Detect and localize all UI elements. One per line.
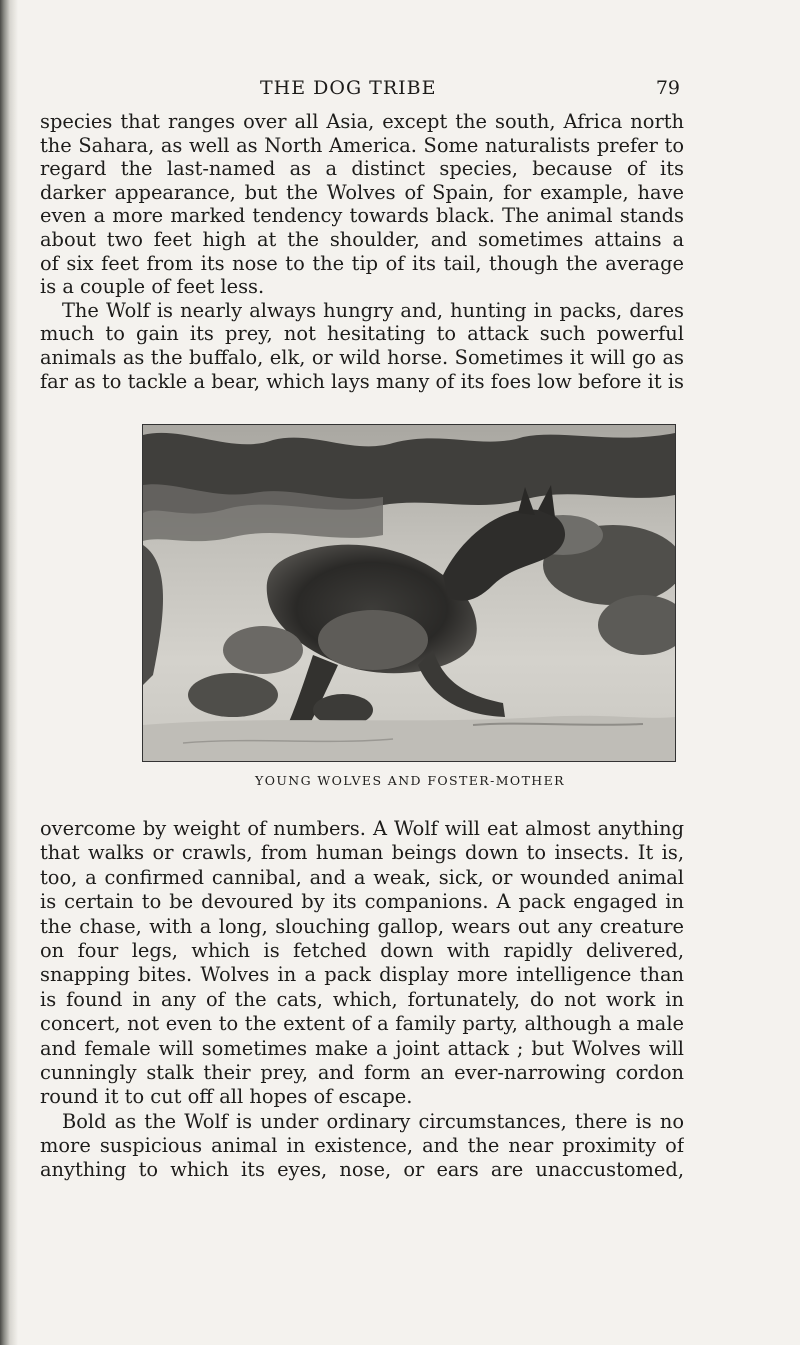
text-line: the chase, with a long, slouching gallop, wears out any creature <box>40 914 684 938</box>
text-line: the Sahara, as well as North America. Some naturalists prefer to <box>40 133 684 157</box>
text-line: and female will sometimes make a joint attack ; but Wolves will <box>40 1036 684 1060</box>
text-line: on four legs, which is fetched down with rapidly delivered, <box>40 938 684 962</box>
text-line: snapping bites. Wolves in a pack display more intelligence than <box>40 963 684 987</box>
text-line: cunningly stalk their prey, and form an ever-narrowing cordon <box>40 1060 684 1084</box>
text-line: animals as the buffalo, elk, or wild horse. Sometimes it will go as <box>40 345 684 369</box>
page-number: 79 <box>655 77 680 99</box>
text-line: is found in any of the cats, which, fortunately, do not work in <box>40 987 684 1011</box>
text-line: overcome by weight of numbers. A Wolf will eat almost anything <box>40 817 684 840</box>
text-line: about two feet high at the shoulder, and sometimes attains a <box>40 227 684 251</box>
text-line: of six feet from its nose to the tip of its tail, though the average <box>40 251 684 275</box>
running-title: THE DOG TRIBE <box>260 77 437 99</box>
paragraph-bottom <box>40 817 684 1183</box>
wolves-photo-illustration <box>143 425 675 761</box>
text-line: round it to cut off all hopes of escape. <box>40 1085 413 1109</box>
wolves-photograph <box>142 424 676 762</box>
text-line: Bold as the Wolf is under ordinary circumstances, there is no <box>62 1109 684 1133</box>
paragraph-top <box>40 110 684 393</box>
text-line: far as to tackle a bear, which lays many of its foes low before it is <box>40 369 684 393</box>
text-line: much to gain its prey, not hesitating to attack such powerful <box>40 322 684 346</box>
running-head <box>150 77 680 103</box>
text-line: concert, not even to the extent of a family party, although a male <box>40 1012 684 1036</box>
text-line: species that ranges over all Asia, except the south, Africa north <box>40 110 684 133</box>
text-line: is a couple of feet less. <box>40 275 265 299</box>
text-line: even a more marked tendency towards black. The animal stands <box>40 204 684 228</box>
text-line: darker appearance, but the Wolves of Spain, for example, have <box>40 180 684 204</box>
text-line: that walks or crawls, from human beings down to insects. It is, <box>40 841 684 865</box>
text-line: too, a confirmed cannibal, and a weak, sick, or wounded animal <box>40 865 684 889</box>
text-line: The Wolf is nearly always hungry and, hunting in packs, dares <box>62 298 684 322</box>
text-line: anything to which its eyes, nose, or ears are unaccustomed, <box>40 1158 684 1182</box>
text-line: regard the last-named as a distinct species, because of its <box>40 157 684 181</box>
text-line: more suspicious animal in existence, and the near proximity of <box>40 1134 684 1158</box>
text-line: is certain to be devoured by its companions. A pack engaged in <box>40 890 684 914</box>
figure-caption: YOUNG WOLVES AND FOSTER-MOTHER <box>255 773 565 788</box>
